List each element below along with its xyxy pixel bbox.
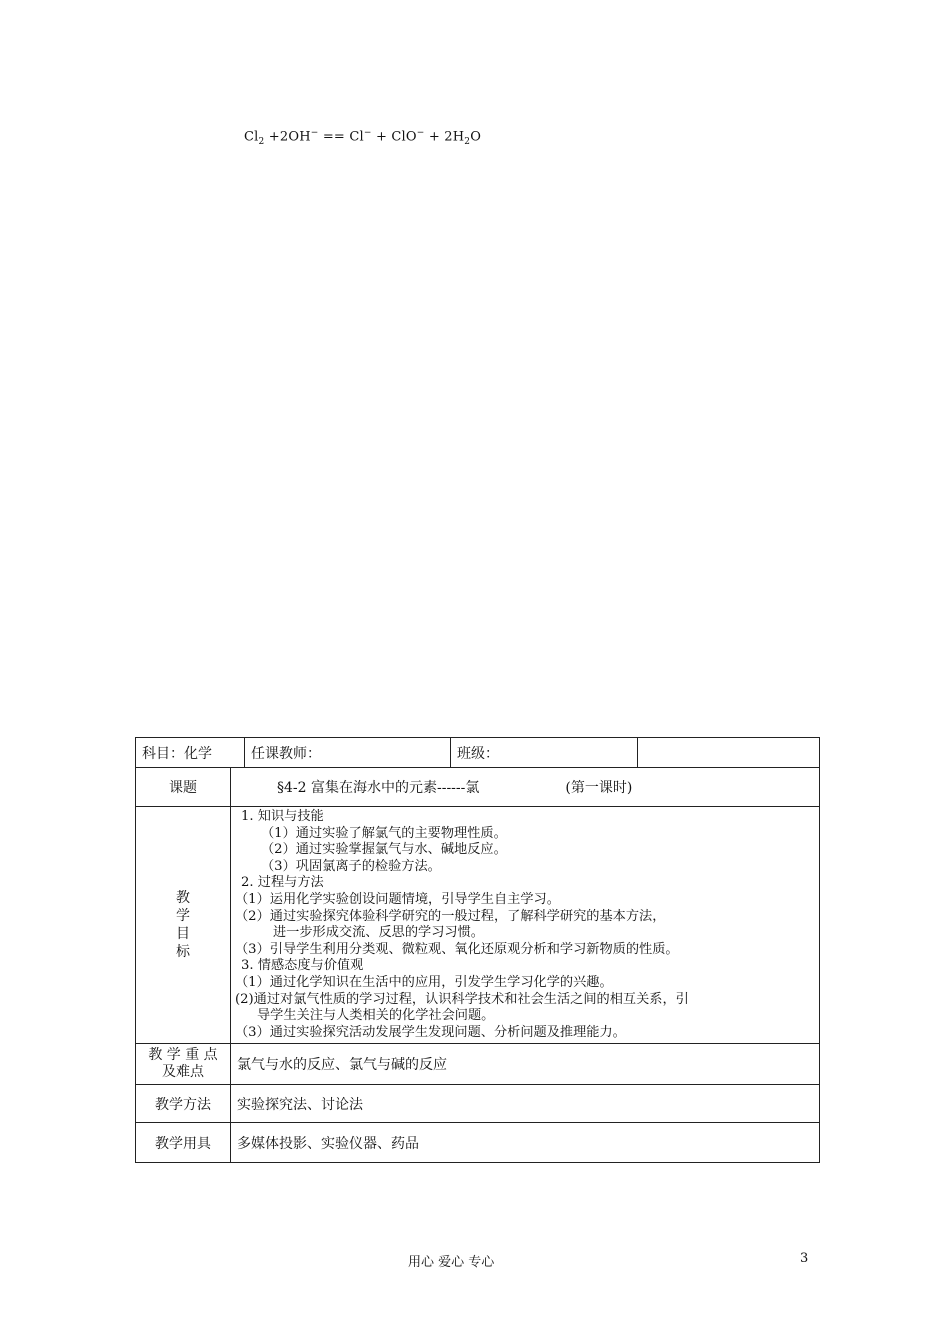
eq-cl: == Cl <box>318 129 364 145</box>
goal-item: (2)通过对氯气性质的学习过程，认识科学技术和社会生活之间的相互关系，引 <box>235 991 689 1007</box>
goal-heading: 1. 知识与技能 <box>241 809 324 824</box>
goals-label-char: 目 <box>176 926 190 943</box>
topic-row <box>136 768 820 807</box>
goals-label-char: 标 <box>176 944 190 961</box>
chemical-equation <box>244 128 481 147</box>
page-number: 3 <box>800 1251 809 1266</box>
goals-label-char: 教 <box>176 890 190 907</box>
goals-row <box>136 807 820 1044</box>
method-label: 教学方法 <box>136 1085 231 1123</box>
goal-item: （1）通过化学知识在生活中的应用，引发学生学习化学的兴趣。 <box>235 974 613 990</box>
goal-item: （3）巩固氯离子的检验方法。 <box>261 858 441 874</box>
topic-label: 课题 <box>136 768 231 807</box>
goal-heading: 3. 情感态度与价值观 <box>241 958 364 974</box>
eq-h2o: + 2H <box>424 129 465 145</box>
keypoints-label <box>136 1044 231 1085</box>
goals-label <box>136 807 231 1044</box>
goal-item: （2）通过实验掌握氯气与水、碱地反应。 <box>261 842 507 858</box>
method-row <box>136 1085 820 1123</box>
goal-heading: 2. 过程与方法 <box>241 875 324 891</box>
tools-row <box>136 1123 820 1163</box>
goal-item: （1）运用化学实验创设问题情境，引导学生自主学习。 <box>235 891 560 907</box>
topic-title-cell <box>231 768 820 807</box>
goals-label-char: 学 <box>176 908 190 925</box>
subject-cell: 科目：化学 <box>136 738 245 768</box>
eq-o: O <box>470 129 482 145</box>
topic-title: §4-2 富集在海水中的元素------氯 <box>277 780 480 796</box>
goal-item-continued: 进一步形成交流、反思的学习习惯。 <box>273 925 484 941</box>
eq-oh-sup: − <box>310 128 319 138</box>
keypoints-content: 氯气与水的反应、氯气与碱的反应 <box>231 1044 820 1085</box>
eq-cl2-sub: 2 <box>258 136 265 147</box>
lesson-tag: (第一课时) <box>565 780 633 796</box>
teacher-cell: 任课教师： <box>245 738 451 768</box>
goal-item: （3）通过实验探究活动发展学生发现问题、分析问题及推理能力。 <box>235 1024 626 1040</box>
blank-cell <box>638 738 820 768</box>
eq-clo-sup: − <box>416 128 425 138</box>
keypoints-label-line: 教 学 重 点 <box>148 1047 218 1064</box>
lesson-plan-table <box>135 737 820 1163</box>
tools-content: 多媒体投影、实验仪器、药品 <box>231 1123 820 1163</box>
goal-item: （3）引导学生利用分类观、微粒观、氧化还原观分析和学习新物质的性质。 <box>235 941 679 957</box>
goals-content <box>231 807 820 1044</box>
keypoints-row <box>136 1044 820 1085</box>
tools-label: 教学用具 <box>136 1123 231 1163</box>
eq-h2o-sub: 2 <box>464 136 471 147</box>
eq-cl-sup: − <box>363 128 372 138</box>
eq-cl2: Cl <box>244 129 259 145</box>
header-row <box>136 738 820 768</box>
footer-motto: 用心 爱心 专心 <box>408 1255 495 1270</box>
goal-item-continued: 导学生关注与人类相关的化学社会问题。 <box>257 1008 495 1024</box>
eq-oh: +2OH <box>264 129 311 145</box>
keypoints-label-line: 及难点 <box>162 1064 204 1081</box>
method-content: 实验探究法、讨论法 <box>231 1085 820 1123</box>
goal-item: （1）通过实验了解氯气的主要物理性质。 <box>261 825 507 841</box>
goal-item: （2）通过实验探究体验科学研究的一般过程，了解科学研究的基本方法， <box>235 908 666 924</box>
class-cell: 班级： <box>451 738 638 768</box>
eq-clo: + ClO <box>371 129 417 145</box>
